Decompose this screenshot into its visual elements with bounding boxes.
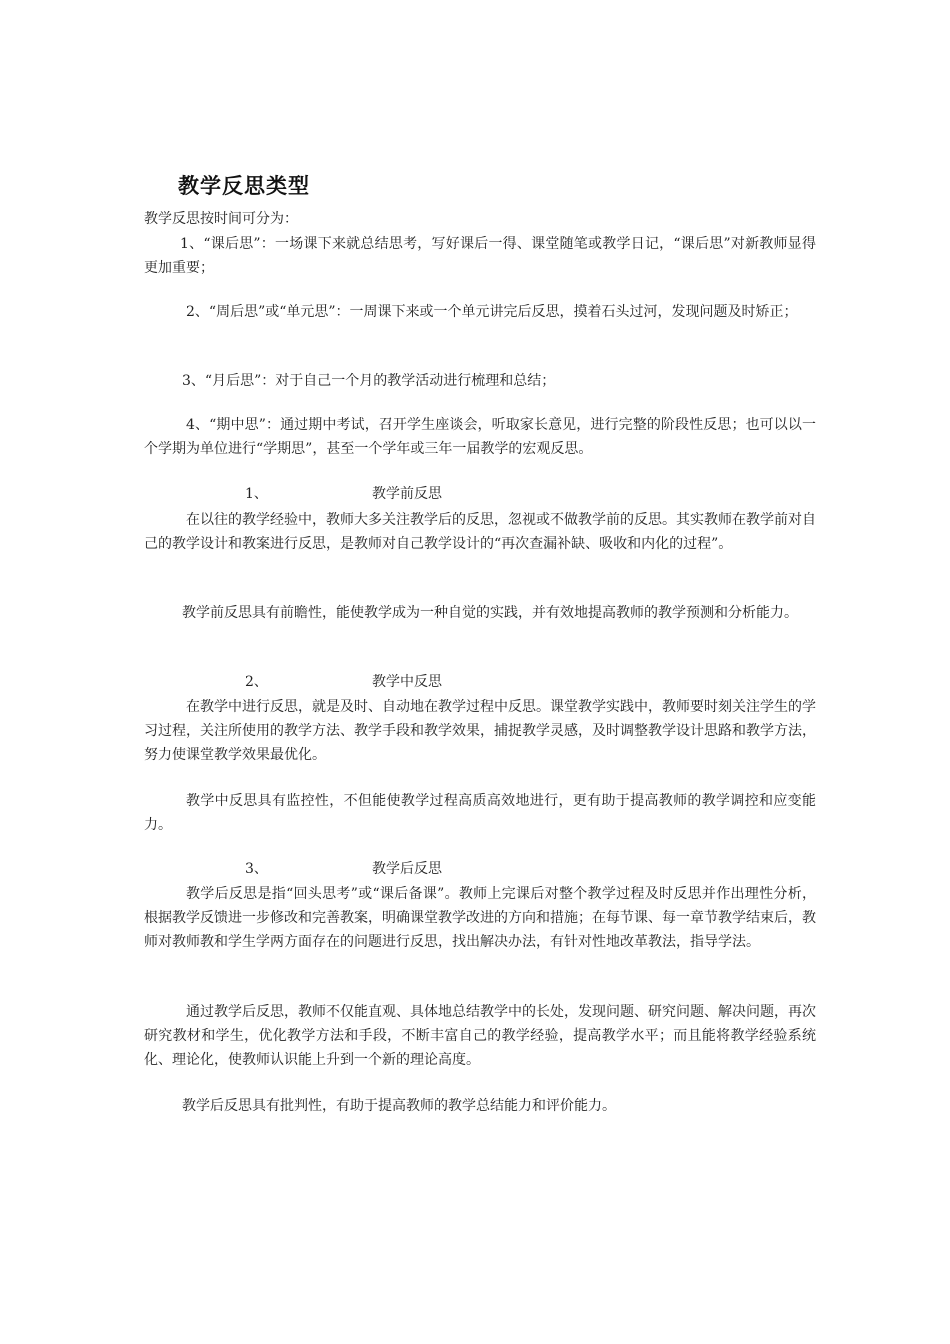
time-type-4: 4、“期中思”：通过期中考试，召开学生座谈会，听取家长意见，进行完整的阶段性反思；也可以以一个学期为单位进行“学期思”，甚至一个学年或三年一届教学的宏观反思。 — [144, 417, 816, 457]
time-type-2: 2、“周后思”或“单元思”：一周课下来或一个单元讲完后反思，摸着石头过河，发现问题及时矫正； — [186, 304, 798, 320]
section-2-paragraph-1: 在教学中进行反思，就是及时、自动地在教学过程中反思。课堂教学实践中，教师要时刻关注学生的学习过程，关注所使用的教学方法、教学手段和教学效果，捕捉教学灵感，及时调整教学设计思路和教学方法，努力使课堂教学效果最优化。 — [144, 699, 816, 763]
section-2-number: 2、 — [245, 674, 268, 690]
section-3-paragraph-3: 教学后反思具有批判性，有助于提高教师的教学总结能力和评价能力。 — [182, 1098, 616, 1114]
section-3-heading: 教学后反思 — [372, 861, 442, 877]
section-1-heading: 教学前反思 — [372, 486, 442, 502]
section-1-paragraph-1: 在以往的教学经验中，教师大多关注教学后的反思，忽视或不做教学前的反思。其实教师在教学前对自己的教学设计和教案进行反思，是教师对自己教学设计的“再次查漏补缺、吸收和内化的过程”。 — [144, 512, 816, 552]
time-type-1: 1、“课后思”：一场课下来就总结思考，写好课后一得、课堂随笔或教学日记，“课后思”对新教师显得更加重要； — [144, 236, 816, 276]
section-3-paragraph-2: 通过教学后反思，教师不仅能直观、具体地总结教学中的长处，发现问题、研究问题、解决问题，再次研究教材和学生，优化教学方法和手段，不断丰富自己的教学经验，提高教学水平；而且能将教学经验系统化、理论化，使教师认识能上升到一个新的理论高度。 — [144, 1004, 816, 1068]
page-title: 教学反思类型 — [178, 174, 310, 198]
section-2-heading: 教学中反思 — [372, 674, 442, 690]
section-1-number: 1、 — [245, 486, 268, 502]
section-3-number: 3、 — [245, 861, 268, 877]
section-2-paragraph-2: 教学中反思具有监控性，不但能使教学过程高质高效地进行，更有助于提高教师的教学调控和应变能力。 — [144, 793, 816, 833]
intro-text: 教学反思按时间可分为： — [144, 211, 298, 227]
section-1-paragraph-2: 教学前反思具有前瞻性，能使教学成为一种自觉的实践，并有效地提高教师的教学预测和分析能力。 — [182, 605, 798, 621]
section-3-paragraph-1: 教学后反思是指“回头思考”或“课后备课”。教师上完课后对整个教学过程及时反思并作出理性分析，根据教学反馈进一步修改和完善教案，明确课堂教学改进的方向和措施；在每节课、每一章节教学结束后，教师对教师教和学生学两方面存在的问题进行反思，找出解决办法，有针对性地改革教法，指导学法。 — [144, 886, 816, 950]
time-type-3: 3、“月后思”：对于自己一个月的教学活动进行梳理和总结； — [182, 373, 556, 389]
